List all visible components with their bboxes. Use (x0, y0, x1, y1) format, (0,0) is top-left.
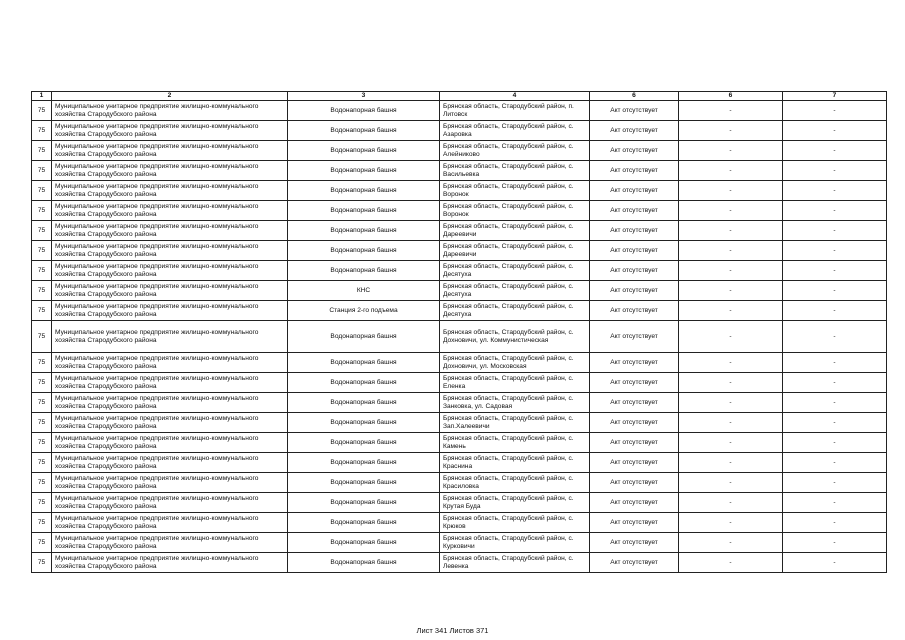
col6-cell: - (679, 121, 783, 141)
object-cell: Водонапорная башня (288, 353, 440, 373)
col7-cell: - (783, 533, 887, 553)
col7-cell: - (783, 261, 887, 281)
act-cell: Акт отсутствует (590, 513, 679, 533)
act-cell: Акт отсутствует (590, 353, 679, 373)
organization-cell: Муниципальное унитарное предприятие жилищно-коммунального хозяйства Стародубского района (52, 373, 288, 393)
col6-cell: - (679, 241, 783, 261)
table-row (32, 321, 887, 353)
table-row (32, 493, 887, 513)
row-number: 75 (32, 553, 52, 573)
organization-cell: Муниципальное унитарное предприятие жилищно-коммунального хозяйства Стародубского района (52, 221, 288, 241)
address-cell: Брянская область, Стародубский район, с. Дохновичи, ул. Московская (440, 353, 590, 373)
col7-cell: - (783, 101, 887, 121)
organization-cell: Муниципальное унитарное предприятие жилищно-коммунального хозяйства Стародубского района (52, 301, 288, 321)
table-row (32, 181, 887, 201)
organization-cell: Муниципальное унитарное предприятие жилищно-коммунального хозяйства Стародубского района (52, 493, 288, 513)
table-row (32, 533, 887, 553)
row-number: 75 (32, 261, 52, 281)
col7-cell: - (783, 373, 887, 393)
header-col-7: 7 (783, 92, 887, 101)
address-cell: Брянская область, Стародубский район, с. Зап.Халеевичи (440, 413, 590, 433)
row-number: 75 (32, 393, 52, 413)
address-cell: Брянская область, Стародубский район, с. Крюков (440, 513, 590, 533)
header-col-3: 3 (288, 92, 440, 101)
col6-cell: - (679, 181, 783, 201)
header-col-5: 6 (590, 92, 679, 101)
row-number: 75 (32, 353, 52, 373)
act-cell: Акт отсутствует (590, 373, 679, 393)
col6-cell: - (679, 533, 783, 553)
col6-cell: - (679, 393, 783, 413)
object-cell: Водонапорная башня (288, 513, 440, 533)
col6-cell: - (679, 553, 783, 573)
address-cell: Брянская область, Стародубский район, с. Воронок (440, 201, 590, 221)
row-number: 75 (32, 533, 52, 553)
act-cell: Акт отсутствует (590, 321, 679, 353)
object-cell: Станция 2-го подъема (288, 301, 440, 321)
object-cell: Водонапорная башня (288, 201, 440, 221)
col6-cell: - (679, 201, 783, 221)
col7-cell: - (783, 241, 887, 261)
address-cell: Брянская область, Стародубский район, с. Азаровка (440, 121, 590, 141)
act-cell: Акт отсутствует (590, 493, 679, 513)
address-cell: Брянская область, Стародубский район, с. Десятуха (440, 301, 590, 321)
col7-cell: - (783, 473, 887, 493)
organization-cell: Муниципальное унитарное предприятие жилищно-коммунального хозяйства Стародубского района (52, 241, 288, 261)
row-number: 75 (32, 513, 52, 533)
address-cell: Брянская область, Стародубский район, с. Воронок (440, 181, 590, 201)
table-row (32, 301, 887, 321)
address-cell: Брянская область, Стародубский район, с. Курковичи (440, 533, 590, 553)
col7-cell: - (783, 221, 887, 241)
col7-cell: - (783, 433, 887, 453)
act-cell: Акт отсутствует (590, 161, 679, 181)
col6-cell: - (679, 221, 783, 241)
table-row (32, 141, 887, 161)
address-cell: Брянская область, Стародубский район, с. Десятуха (440, 261, 590, 281)
act-cell: Акт отсутствует (590, 101, 679, 121)
act-cell: Акт отсутствует (590, 301, 679, 321)
col7-cell: - (783, 353, 887, 373)
act-cell: Акт отсутствует (590, 141, 679, 161)
address-cell: Брянская область, Стародубский район, с. Крутая Буда (440, 493, 590, 513)
col7-cell: - (783, 181, 887, 201)
row-number: 75 (32, 473, 52, 493)
organization-cell: Муниципальное унитарное предприятие жилищно-коммунального хозяйства Стародубского района (52, 181, 288, 201)
address-cell: Брянская область, Стародубский район, с. Дареевичи (440, 221, 590, 241)
act-cell: Акт отсутствует (590, 201, 679, 221)
address-cell: Брянская область, Стародубский район, с. Занковка, ул. Садовая (440, 393, 590, 413)
address-cell: Брянская область, Стародубский район, с. Дохновичи, ул. Коммунистическая (440, 321, 590, 353)
table-row (32, 101, 887, 121)
act-cell: Акт отсутствует (590, 181, 679, 201)
table-row (32, 281, 887, 301)
registry-table (31, 91, 887, 573)
col6-cell: - (679, 161, 783, 181)
act-cell: Акт отсутствует (590, 553, 679, 573)
col7-cell: - (783, 161, 887, 181)
row-number: 75 (32, 301, 52, 321)
act-cell: Акт отсутствует (590, 221, 679, 241)
header-col-4: 4 (440, 92, 590, 101)
row-number: 75 (32, 321, 52, 353)
organization-cell: Муниципальное унитарное предприятие жилищно-коммунального хозяйства Стародубского района (52, 393, 288, 413)
col7-cell: - (783, 513, 887, 533)
address-cell: Брянская область, Стародубский район, с. Васильевка (440, 161, 590, 181)
table-row (32, 413, 887, 433)
col6-cell: - (679, 493, 783, 513)
row-number: 75 (32, 221, 52, 241)
col6-cell: - (679, 413, 783, 433)
header-col-6: 6 (679, 92, 783, 101)
row-number: 75 (32, 413, 52, 433)
col7-cell: - (783, 121, 887, 141)
address-cell: Брянская область, Стародубский район, с. Камень (440, 433, 590, 453)
act-cell: Акт отсутствует (590, 433, 679, 453)
organization-cell: Муниципальное унитарное предприятие жилищно-коммунального хозяйства Стародубского района (52, 281, 288, 301)
organization-cell: Муниципальное унитарное предприятие жилищно-коммунального хозяйства Стародубского района (52, 121, 288, 141)
table-row (32, 261, 887, 281)
object-cell: КНС (288, 281, 440, 301)
organization-cell: Муниципальное унитарное предприятие жилищно-коммунального хозяйства Стародубского района (52, 261, 288, 281)
object-cell: Водонапорная башня (288, 473, 440, 493)
object-cell: Водонапорная башня (288, 121, 440, 141)
table-row (32, 433, 887, 453)
table-row (32, 353, 887, 373)
col7-cell: - (783, 493, 887, 513)
col7-cell: - (783, 413, 887, 433)
organization-cell: Муниципальное унитарное предприятие жилищно-коммунального хозяйства Стародубского района (52, 453, 288, 473)
col6-cell: - (679, 261, 783, 281)
table-row (32, 201, 887, 221)
address-cell: Брянская область, Стародубский район, с. Левенка (440, 553, 590, 573)
address-cell: Брянская область, Стародубский район, п. Литовск (440, 101, 590, 121)
header-col-2: 2 (52, 92, 288, 101)
act-cell: Акт отсутствует (590, 413, 679, 433)
organization-cell: Муниципальное унитарное предприятие жилищно-коммунального хозяйства Стародубского района (52, 201, 288, 221)
col6-cell: - (679, 453, 783, 473)
col6-cell: - (679, 473, 783, 493)
col7-cell: - (783, 321, 887, 353)
row-number: 75 (32, 181, 52, 201)
table-row (32, 453, 887, 473)
row-number: 75 (32, 433, 52, 453)
page-footer: Лист 341 Листов 371 (416, 626, 489, 635)
header-col-1: 1 (32, 92, 52, 101)
row-number: 75 (32, 101, 52, 121)
col6-cell: - (679, 301, 783, 321)
act-cell: Акт отсутствует (590, 241, 679, 261)
col7-cell: - (783, 201, 887, 221)
col6-cell: - (679, 101, 783, 121)
organization-cell: Муниципальное унитарное предприятие жилищно-коммунального хозяйства Стародубского района (52, 321, 288, 353)
act-cell: Акт отсутствует (590, 473, 679, 493)
col7-cell: - (783, 141, 887, 161)
col6-cell: - (679, 141, 783, 161)
organization-cell: Муниципальное унитарное предприятие жилищно-коммунального хозяйства Стародубского района (52, 101, 288, 121)
object-cell: Водонапорная башня (288, 453, 440, 473)
organization-cell: Муниципальное унитарное предприятие жилищно-коммунального хозяйства Стародубского района (52, 353, 288, 373)
object-cell: Водонапорная башня (288, 241, 440, 261)
col6-cell: - (679, 353, 783, 373)
organization-cell: Муниципальное унитарное предприятие жилищно-коммунального хозяйства Стародубского района (52, 141, 288, 161)
row-number: 75 (32, 281, 52, 301)
organization-cell: Муниципальное унитарное предприятие жилищно-коммунального хозяйства Стародубского района (52, 473, 288, 493)
object-cell: Водонапорная башня (288, 221, 440, 241)
table-row (32, 473, 887, 493)
act-cell: Акт отсутствует (590, 453, 679, 473)
header-row (32, 92, 887, 101)
row-number: 75 (32, 453, 52, 473)
object-cell: Водонапорная башня (288, 553, 440, 573)
row-number: 75 (32, 373, 52, 393)
address-cell: Брянская область, Стародубский район, с. Красиловка (440, 473, 590, 493)
col7-cell: - (783, 553, 887, 573)
table-row (32, 553, 887, 573)
table-row (32, 373, 887, 393)
object-cell: Водонапорная башня (288, 141, 440, 161)
address-cell: Брянская область, Стародубский район, с. Дареевичи (440, 241, 590, 261)
col7-cell: - (783, 453, 887, 473)
object-cell: Водонапорная башня (288, 101, 440, 121)
row-number: 75 (32, 141, 52, 161)
col7-cell: - (783, 301, 887, 321)
address-cell: Брянская область, Стародубский район, с. Еленка (440, 373, 590, 393)
object-cell: Водонапорная башня (288, 393, 440, 413)
act-cell: Акт отсутствует (590, 261, 679, 281)
object-cell: Водонапорная башня (288, 261, 440, 281)
table-body (32, 101, 887, 573)
object-cell: Водонапорная башня (288, 181, 440, 201)
object-cell: Водонапорная башня (288, 413, 440, 433)
col6-cell: - (679, 373, 783, 393)
table-row (32, 161, 887, 181)
address-cell: Брянская область, Стародубский район, с. Десятуха (440, 281, 590, 301)
col6-cell: - (679, 281, 783, 301)
act-cell: Акт отсутствует (590, 533, 679, 553)
organization-cell: Муниципальное унитарное предприятие жилищно-коммунального хозяйства Стародубского района (52, 513, 288, 533)
col6-cell: - (679, 513, 783, 533)
object-cell: Водонапорная башня (288, 433, 440, 453)
table-row (32, 513, 887, 533)
row-number: 75 (32, 161, 52, 181)
organization-cell: Муниципальное унитарное предприятие жилищно-коммунального хозяйства Стародубского района (52, 433, 288, 453)
organization-cell: Муниципальное унитарное предприятие жилищно-коммунального хозяйства Стародубского района (52, 533, 288, 553)
table-row (32, 121, 887, 141)
col6-cell: - (679, 321, 783, 353)
object-cell: Водонапорная башня (288, 493, 440, 513)
row-number: 75 (32, 241, 52, 261)
object-cell: Водонапорная башня (288, 373, 440, 393)
row-number: 75 (32, 493, 52, 513)
organization-cell: Муниципальное унитарное предприятие жилищно-коммунального хозяйства Стародубского района (52, 413, 288, 433)
act-cell: Акт отсутствует (590, 121, 679, 141)
table-row (32, 393, 887, 413)
address-cell: Брянская область, Стародубский район, с. Алейниково (440, 141, 590, 161)
table-row (32, 221, 887, 241)
organization-cell: Муниципальное унитарное предприятие жилищно-коммунального хозяйства Стародубского района (52, 161, 288, 181)
table-row (32, 241, 887, 261)
col7-cell: - (783, 281, 887, 301)
row-number: 75 (32, 121, 52, 141)
object-cell: Водонапорная башня (288, 161, 440, 181)
act-cell: Акт отсутствует (590, 281, 679, 301)
address-cell: Брянская область, Стародубский район, с. Краснина (440, 453, 590, 473)
organization-cell: Муниципальное унитарное предприятие жилищно-коммунального хозяйства Стародубского района (52, 553, 288, 573)
col7-cell: - (783, 393, 887, 413)
object-cell: Водонапорная башня (288, 321, 440, 353)
col6-cell: - (679, 433, 783, 453)
act-cell: Акт отсутствует (590, 393, 679, 413)
row-number: 75 (32, 201, 52, 221)
object-cell: Водонапорная башня (288, 533, 440, 553)
